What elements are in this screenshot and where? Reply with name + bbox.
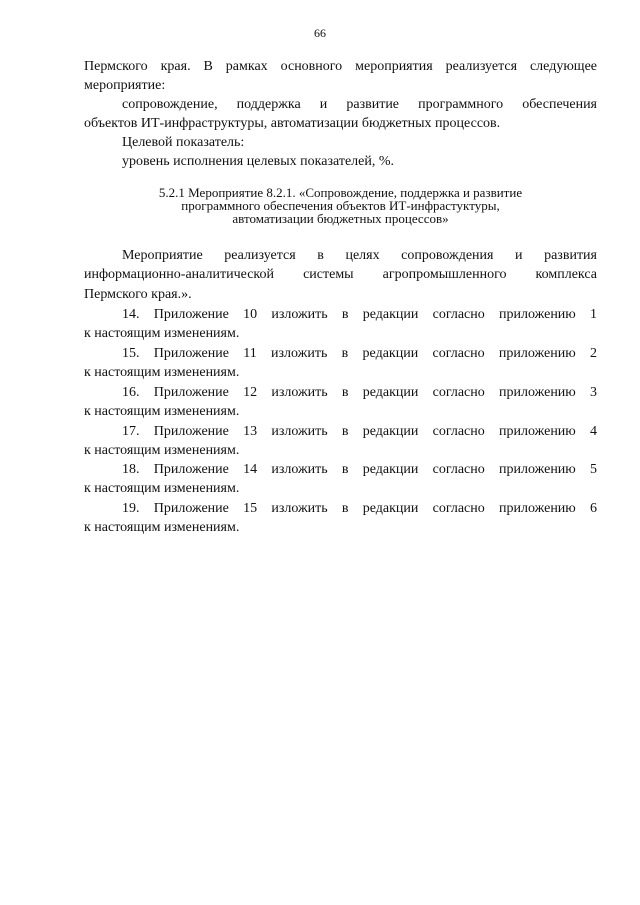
section-body-line-2: информационно-аналитической системы агропромышленного комплекса	[84, 267, 597, 282]
section-heading-line-2: программного обеспечения объектов ИТ-инфрастуктуры,	[181, 198, 500, 213]
amendment-14: 14. Приложение 10 изложить в редакции согласно приложению 1	[122, 307, 597, 322]
indicator-value: уровень исполнения целевых показателей, %.	[122, 154, 395, 169]
section-body-line-1: Мероприятие реализуется в целях сопровождения и развития	[122, 248, 597, 263]
amendment-18-cont: к настоящим изменениям.	[84, 481, 240, 496]
indicator-label: Целевой показатель:	[122, 135, 245, 150]
amendment-15: 15. Приложение 11 изложить в редакции согласно приложению 2	[122, 346, 597, 361]
amendment-19-cont: к настоящим изменениям.	[84, 520, 240, 535]
intro-line-1: Пермского края. В рамках основного мероприятия реализуется следующее	[84, 59, 597, 74]
activity-line-1: сопровождение, поддержка и развитие программного обеспечения	[122, 97, 597, 112]
page-number: 66	[314, 26, 326, 40]
amendment-17-cont: к настоящим изменениям.	[84, 443, 240, 458]
activity-line-2: объектов ИТ-инфраструктуры, автоматизации бюджетных процессов.	[84, 116, 501, 131]
amendment-15-cont: к настоящим изменениям.	[84, 365, 240, 380]
amendment-17: 17. Приложение 13 изложить в редакции согласно приложению 4	[122, 424, 597, 439]
section-heading-line-3: автоматизации бюджетных процессов»	[232, 211, 449, 226]
amendment-16-cont: к настоящим изменениям.	[84, 404, 240, 419]
amendment-18: 18. Приложение 14 изложить в редакции согласно приложению 5	[122, 462, 597, 477]
amendment-19: 19. Приложение 15 изложить в редакции согласно приложению 6	[122, 501, 597, 516]
intro-line-2: мероприятие:	[84, 78, 166, 93]
amendment-16: 16. Приложение 12 изложить в редакции согласно приложению 3	[122, 385, 597, 400]
section-heading-line-1: 5.2.1 Мероприятие 8.2.1. «Сопровождение, поддержка и развитие	[158, 185, 523, 200]
section-body-line-3: Пермского края.».	[84, 287, 192, 302]
amendment-14-cont: к настоящим изменениям.	[84, 326, 240, 341]
